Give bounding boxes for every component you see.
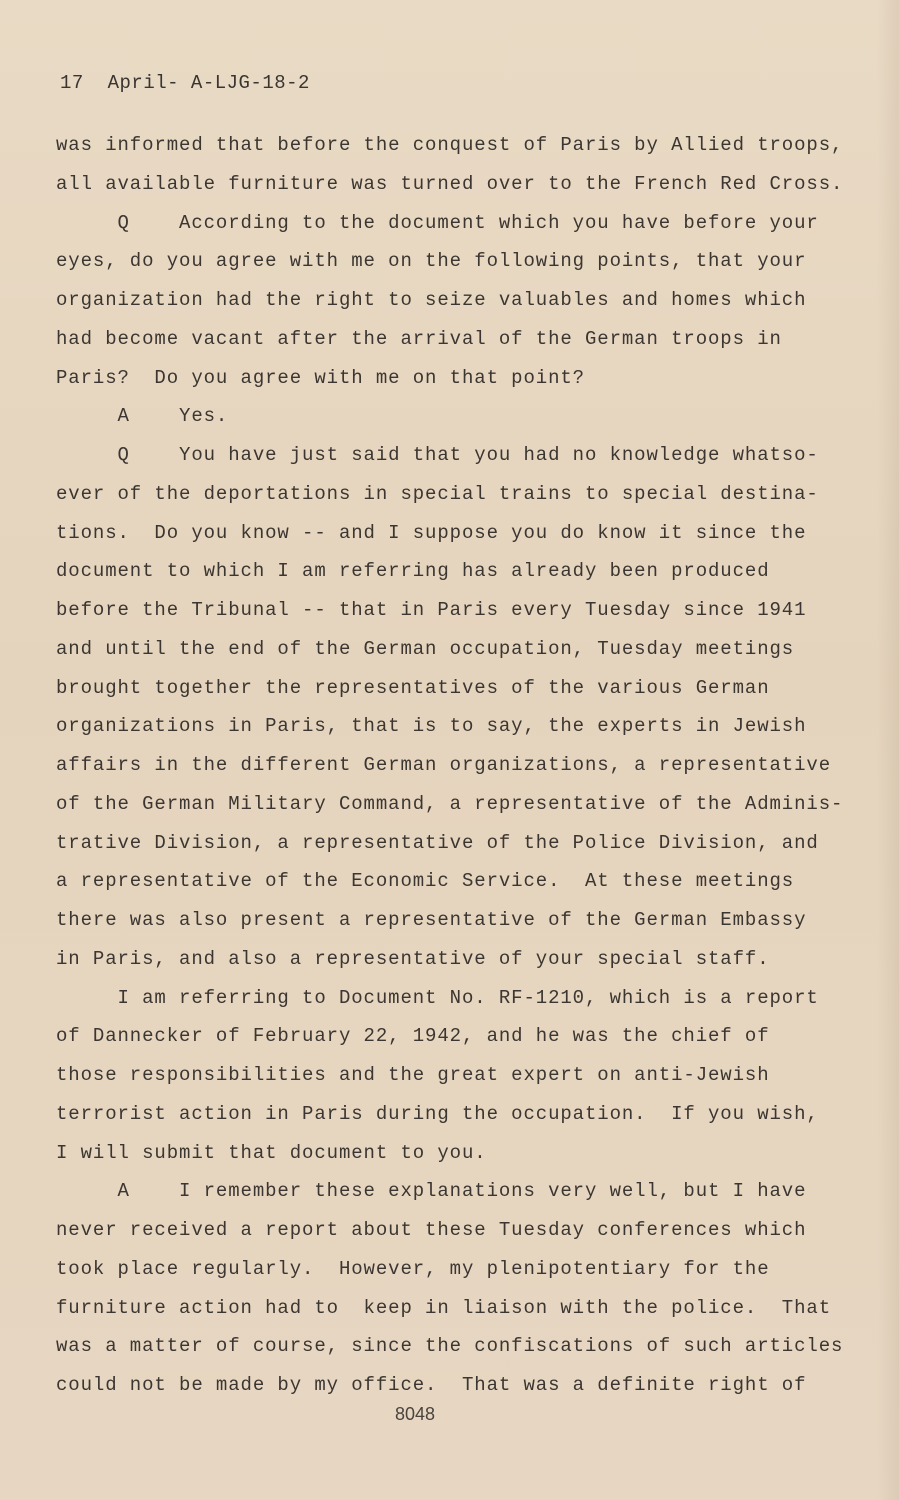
text-line: was informed that before the conquest of Paris by Allied troops,: [56, 134, 844, 156]
text-line: I will submit that document to you.: [56, 1141, 487, 1164]
text-line: had become vacant after the arrival of the German troops in: [56, 327, 782, 350]
page-header: 17 April- A-LJG-18-2: [60, 72, 310, 94]
text-line: of the German Military Command, a representative of the Adminis-: [56, 792, 844, 815]
text-line: in Paris, and also a representative of your special staff.: [56, 947, 770, 970]
text-line: trative Division, a representative of the Police Division, and: [56, 831, 819, 854]
text-line: and until the end of the German occupation, Tuesday meetings: [56, 637, 795, 660]
text-line: terrorist action in Paris during the occupation. If you wish,: [56, 1102, 819, 1125]
transcript-body: [56, 126, 846, 1405]
text-line: A Yes.: [56, 405, 229, 428]
text-line: Q According to the document which you have before your: [56, 211, 819, 234]
text-line: furniture action had to keep in liaison with the police. That: [56, 1296, 832, 1319]
text-line: was a matter of course, since the confiscations of such articles: [56, 1335, 844, 1358]
text-line: organizations in Paris, that is to say, the experts in Jewish: [56, 715, 807, 738]
text-line: I am referring to Document No. RF-1210, which is a report: [56, 986, 819, 1009]
text-line: tions. Do you know -- and I suppose you do know it since the: [56, 521, 807, 544]
text-line: took place regularly. However, my plenipotentiary for the: [56, 1257, 770, 1280]
text-line: A I remember these explanations very well, but I have: [56, 1180, 807, 1203]
text-line: ever of the deportations in special trains to special destina-: [56, 482, 819, 505]
page-edge-shadow: [877, 0, 899, 1500]
text-line: organization had the right to seize valuables and homes which: [56, 289, 807, 311]
text-line: there was also present a representative of the German Embassy: [56, 909, 807, 931]
page-number: 8048: [395, 1404, 436, 1424]
text-line: before the Tribunal -- that in Paris every Tuesday since 1941: [56, 599, 807, 621]
text-line: brought together the representatives of the various German: [56, 676, 770, 699]
text-line: of Dannecker of February 22, 1942, and he was the chief of: [56, 1025, 770, 1048]
text-line: never received a report about these Tuesday conferences which: [56, 1219, 807, 1241]
text-line: Paris? Do you agree with me on that point?: [56, 366, 585, 389]
text-line: a representative of the Economic Service. At these meetings: [56, 870, 795, 893]
text-line: those responsibilities and the great expert on anti-Jewish: [56, 1064, 770, 1086]
text-line: document to which I am referring has already been produced: [56, 560, 770, 583]
text-line: Q You have just said that you had no knowledge whatso-: [56, 444, 819, 466]
text-line: all available furniture was turned over to the French Red Cross.: [56, 172, 844, 195]
text-line: could not be made by my office. That was a definite right of: [56, 1374, 807, 1396]
text-line: eyes, do you agree with me on the following points, that your: [56, 250, 807, 273]
text-line: affairs in the different German organizations, a representative: [56, 754, 832, 776]
